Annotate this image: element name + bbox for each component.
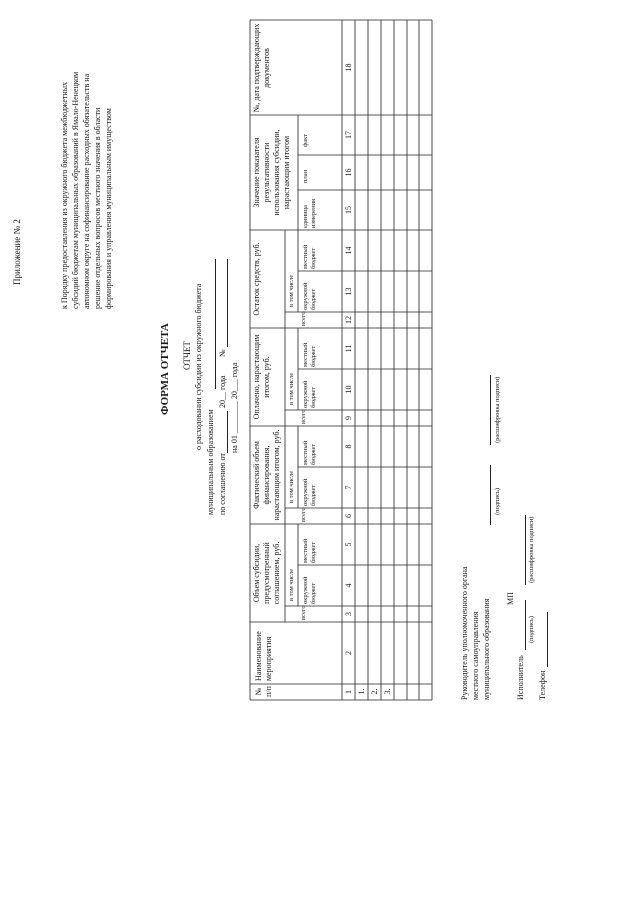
g5-unit: единица измерения xyxy=(302,198,317,228)
g5-fact: факт xyxy=(302,133,309,147)
g3-mest: местный бюджет xyxy=(302,342,317,367)
head-name-caption: (расшифровка подписи) xyxy=(494,376,501,443)
column-number: 4 xyxy=(344,583,353,588)
g2-okr: окружной бюджет xyxy=(302,478,317,506)
g2-incl: в том числе xyxy=(288,470,295,503)
head-sign-line xyxy=(490,465,491,525)
g4-incl: в том числе xyxy=(288,274,295,307)
g1-okr: окружной бюджет xyxy=(302,576,317,604)
column-number: 18 xyxy=(344,63,353,72)
g3-incl: в том числе xyxy=(288,372,295,405)
g3-total: всего xyxy=(300,409,307,424)
header-indicator: Значение показателя результативности использования субсидии, нарастающим итогом xyxy=(252,129,291,216)
column-number: 1 xyxy=(344,690,353,694)
appendix-line-1: к Порядку предоставления из окружного бюджета межбюджетных xyxy=(60,81,69,309)
executor-sign-caption: (подпись) xyxy=(528,616,535,643)
g5-plan: план xyxy=(302,169,309,183)
report-line-4: на 01 ________ 20___ года xyxy=(230,362,239,453)
g2-mest: местный бюджет xyxy=(302,440,317,465)
g1-incl: в том числе xyxy=(288,568,295,601)
g4-okr: окружной бюджет xyxy=(302,282,317,310)
column-number: 13 xyxy=(344,287,353,296)
column-number: 15 xyxy=(344,206,353,214)
column-number: 16 xyxy=(344,168,353,177)
header-balance: Остаток средств, руб. xyxy=(252,242,261,316)
column-number: 5 xyxy=(344,542,353,547)
header-docs: №, дата подтверждающих документов xyxy=(252,23,271,113)
head-line-2: местного самоуправления xyxy=(471,611,480,700)
head-line-3: муниципального образования xyxy=(482,598,491,700)
phone-line xyxy=(547,612,548,667)
g1-mest: местный бюджет xyxy=(302,538,317,563)
stamp-mp: МП xyxy=(506,592,515,605)
executor-name-line xyxy=(525,515,526,585)
appendix-line-5: формирования и управления муниципальным имуществом xyxy=(104,108,113,309)
report-line-3b: 20__ года xyxy=(218,375,227,408)
column-number: 2 xyxy=(344,651,353,655)
report-line-3a: по соглашению от xyxy=(218,453,227,515)
report-title: ОТЧЕТ xyxy=(182,341,192,370)
row-label-2: 2. xyxy=(370,688,379,695)
column-number: 7 xyxy=(344,485,353,490)
g2-total: всего xyxy=(300,507,307,522)
report-line-1: о расходовании субсидии из окружного бюджета xyxy=(194,283,203,450)
appendix-line-4: решение отдельных вопросов местного значения в области xyxy=(93,107,102,309)
head-name-line xyxy=(490,375,491,445)
column-number: 6 xyxy=(344,514,353,518)
column-number: 17 xyxy=(344,131,353,139)
appendix-line-2: субсидий бюджетам муниципальных образований в Ямало-Ненецком xyxy=(71,71,80,309)
column-number: 8 xyxy=(344,444,353,449)
header-num: № п/п xyxy=(254,686,273,697)
column-number: 14 xyxy=(344,246,353,255)
g1-total: всего xyxy=(300,605,307,620)
report-line-3c: № xyxy=(218,349,227,357)
report-line-2: муниципальным образованием xyxy=(206,409,215,515)
row-label-3: 3. xyxy=(383,688,392,695)
row-label-1: 1. xyxy=(357,688,366,695)
column-number: 12 xyxy=(344,316,353,324)
g4-total: всего xyxy=(300,311,307,326)
executor-name-caption: (расшифровка подписи) xyxy=(528,516,535,583)
g4-mest: местный бюджет xyxy=(302,244,317,269)
head-sign-caption: (подпись) xyxy=(494,488,501,515)
phone-label: Телефон xyxy=(538,670,547,700)
column-number: 3 xyxy=(344,612,353,616)
executor-label: Исполнитель xyxy=(516,655,525,700)
header-financing: Фактический объем финансирования, нарастающим итогом, руб. xyxy=(252,429,281,521)
appendix-line-3: автономном округе на софинансирование расходных обязательств на xyxy=(82,73,91,309)
header-subsidy: Объем субсидии, предусмотренный соглашением, руб. xyxy=(252,541,281,605)
column-number: 9 xyxy=(344,416,353,420)
header-paid: Оплачено, нарастающим итогом, руб. xyxy=(252,334,271,420)
executor-sign-line xyxy=(525,600,526,650)
g3-okr: окружной бюджет xyxy=(302,380,317,408)
column-number: 11 xyxy=(344,344,353,353)
header-name: Наименование мероприятия xyxy=(254,631,273,681)
form-title: ФОРМА ОТЧЕТА xyxy=(159,323,171,415)
column-number: 10 xyxy=(344,385,353,394)
head-line-1: Руководитель уполномоченного органа xyxy=(460,566,469,700)
appendix-label: Приложение № 2 xyxy=(12,219,22,285)
